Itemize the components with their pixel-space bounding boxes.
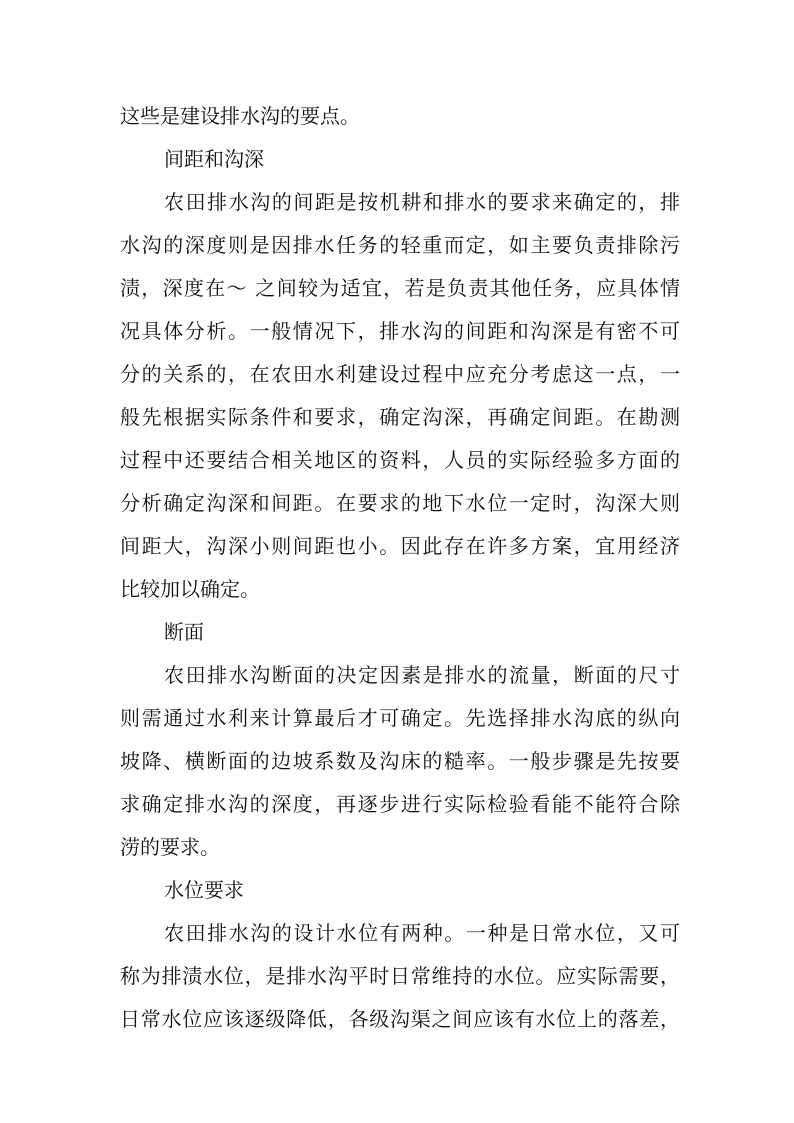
paragraph-line: 比较加以确定。 — [120, 577, 260, 601]
paragraph-line: 求确定排水沟的深度，再逐步进行实际检验看能不能符合除 — [120, 792, 680, 816]
paragraph-line: 称为排渍水位，是排水沟平时日常维持的水位。应实际需要， — [120, 964, 680, 988]
section-heading-spacing-depth: 间距和沟深 — [164, 147, 264, 171]
paragraph-line: 水沟的深度则是因排水任务的轻重而定，如主要负责排除污 — [120, 233, 680, 257]
paragraph-line: 日常水位应该逐级降低，各级沟渠之间应该有水位上的落差， — [120, 1007, 680, 1031]
paragraph-line: 分的关系的，在农田水利建设过程中应充分考虑这一点，一 — [120, 362, 680, 386]
paragraph-line: 农田排水沟的设计水位有两种。一种是日常水位，又可 — [164, 921, 680, 945]
paragraph-line: 则需通过水利来计算最后才可确定。先选择排水沟底的纵向 — [120, 706, 680, 730]
paragraph-line: 坡降、横断面的边坡系数及沟床的糙率。一般步骤是先按要 — [120, 749, 680, 773]
section-heading-water-level: 水位要求 — [164, 878, 244, 902]
paragraph-line: 间距大，沟深小则间距也小。因此存在许多方案，宜用经济 — [120, 534, 680, 558]
paragraph-line: 涝的要求。 — [120, 835, 220, 859]
paragraph-line: 况具体分析。一般情况下，排水沟的间距和沟深是有密不可 — [120, 319, 680, 343]
paragraph-line: 渍，深度在～ 之间较为适宜，若是负责其他任务，应具体情 — [120, 276, 680, 300]
paragraph-line: 分析确定沟深和间距。在要求的地下水位一定时，沟深大则 — [120, 491, 680, 515]
paragraph-line: 过程中还要结合相关地区的资料，人员的实际经验多方面的 — [120, 448, 680, 472]
section-heading-cross-section: 断面 — [164, 620, 204, 644]
paragraph-line: 农田排水沟的间距是按机耕和排水的要求来确定的，排 — [164, 190, 680, 214]
paragraph-line: 农田排水沟断面的决定因素是排水的流量，断面的尺寸 — [164, 663, 680, 687]
paragraph-line: 般先根据实际条件和要求，确定沟深，再确定间距。在勘测 — [120, 405, 680, 429]
paragraph-line: 这些是建设排水沟的要点。 — [120, 104, 360, 128]
